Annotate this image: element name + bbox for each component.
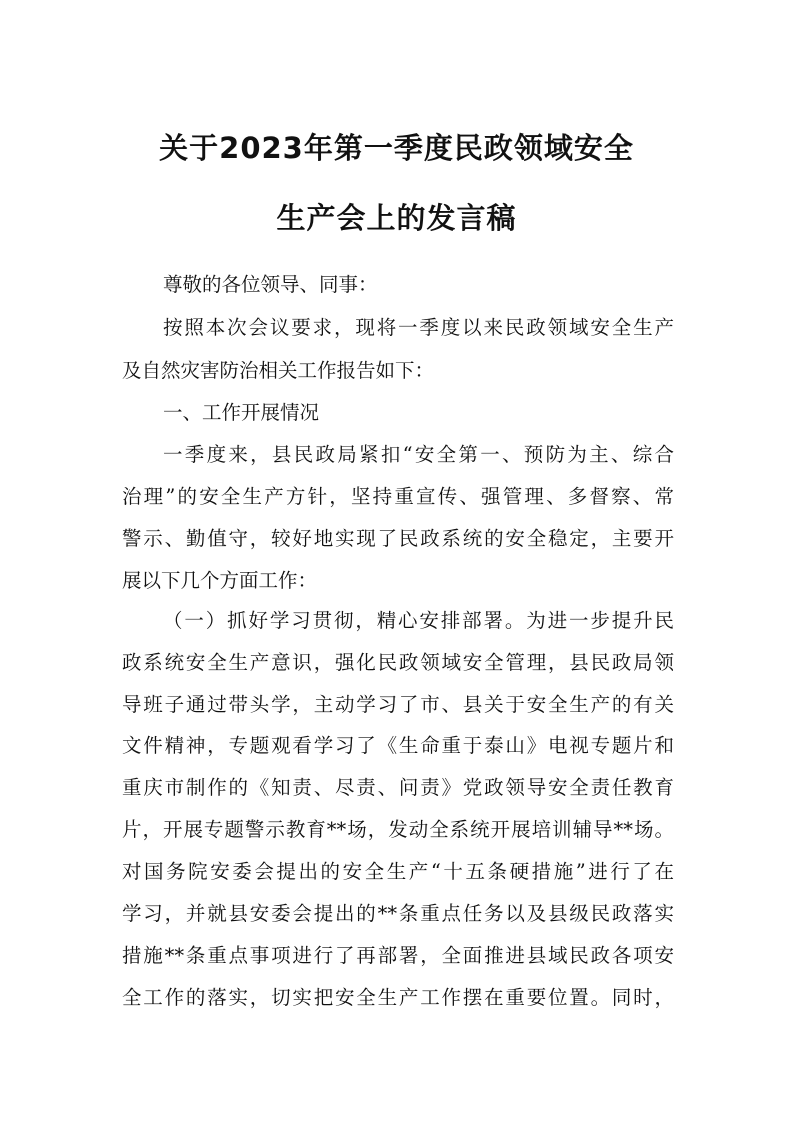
paragraph-line: 治理”的安全生产方针，坚持重宣传、强管理、多督察、常	[122, 485, 674, 508]
paragraph-line: 重庆市制作的《知责、尽责、问责》党政领导安全责任教育	[122, 776, 674, 799]
paragraph-line: 文件精神，专题观看学习了《生命重于泰山》电视专题片和	[122, 734, 674, 757]
paragraph-line: 片，开展专题警示教育**场，发动全系统开展培训辅导**场。	[122, 818, 674, 841]
paragraph-line: 措施**条重点事项进行了再部署，全面推进县域民政各项安	[122, 944, 674, 967]
section-heading: 一、工作开展情况	[163, 401, 320, 424]
paragraph-line: 一季度来，县民政局紧扣“安全第一、预防为主、综合	[163, 443, 674, 466]
paragraph-line: （一）抓好学习贯彻，精心安排部署。为进一步提升民	[163, 609, 674, 632]
document-title-line-2: 生产会上的发言稿	[276, 201, 517, 235]
paragraph-line: 对国务院安委会提出的安全生产“十五条硬措施”进行了在	[122, 860, 674, 883]
paragraph-line: 政系统安全生产意识，强化民政领域安全管理，县民政局领	[122, 651, 674, 674]
paragraph-line: 展以下几个方面工作：	[122, 569, 318, 592]
paragraph-line: 学习，并就县安委会提出的**条重点任务以及县级民政落实	[122, 902, 674, 925]
paragraph-line: 导班子通过带头学，主动学习了市、县关于安全生产的有关	[122, 693, 674, 716]
paragraph-line: 及自然灾害防治相关工作报告如下：	[122, 359, 435, 382]
salutation: 尊敬的各位领导、同事：	[163, 273, 378, 296]
paragraph-line: 警示、勤值守，较好地实现了民政系统的安全稳定，主要开	[122, 527, 674, 550]
paragraph-line: 按照本次会议要求，现将一季度以来民政领域安全生产	[163, 316, 674, 339]
document-title-line-1: 关于2023年第一季度民政领域安全	[159, 131, 634, 165]
paragraph-line: 全工作的落实，切实把安全生产工作摆在重要位置。同时，	[122, 986, 674, 1009]
